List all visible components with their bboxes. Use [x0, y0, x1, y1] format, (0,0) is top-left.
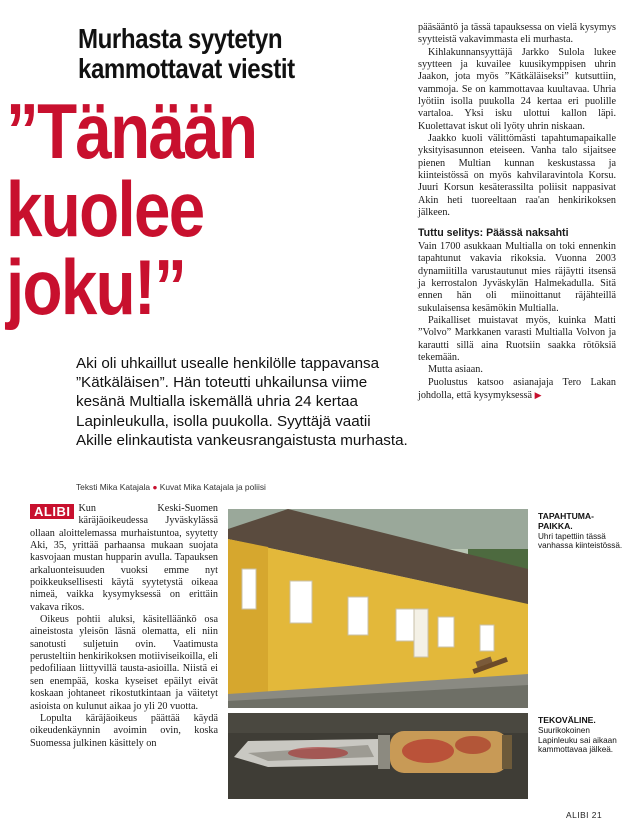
- left-column: [30, 503, 218, 750]
- subheading: Tuttu selitys: Päässä naksahti: [418, 226, 569, 239]
- house-caption: [538, 512, 624, 551]
- right-column: [418, 22, 616, 402]
- body-paragraph: pääsääntö ja tässä tapauksessa on vielä kysymys syytteistä vakavimmasta eli murhasta.: [418, 22, 616, 46]
- continued-text: Puolustus katsoo asianajaja Tero Lakan johdolla, että kysymyksessä: [418, 376, 616, 401]
- knife-caption: [538, 716, 624, 755]
- house-photo: [228, 509, 528, 708]
- page-footer: ALIBI 21: [566, 810, 603, 820]
- knife-caption-title: TEKOVÄLINE.: [538, 715, 596, 725]
- kicker: [78, 24, 336, 84]
- headline-line-1: ”Tänään: [6, 87, 257, 175]
- body-paragraph: Mutta asiaan.: [428, 364, 483, 376]
- house-caption-title: TAPAHTUMA-PAIKKA.: [538, 511, 595, 531]
- kicker-line-2: kammottavat viestit: [78, 53, 295, 84]
- lead-paragraph: Aki oli uhkaillut usealle henkilölle tappavansa ”Kätkäläisen”. Hän toteutti uhkailunsa viime kesänä Multialla iskemällä uhria 24 kertaa Lapinleukulla, isolla puukolla. Syyttäjä vaatii Akille elinkautista vankeusrangaistusta murhasta.: [76, 355, 408, 449]
- knife-caption-text: Suurikokoinen Lapinleuku sai aikaan kammottavaa jälkeä.: [538, 725, 617, 755]
- body-paragraph: Jaakko kuoli välittömästi tapahtumapaikalle yksityisasunnon eteiseen. Vanha talo sijaitsee pienen Multian kunnan keskustassa ja kiinteistössä on myös kahvilaravintola Korsu. Juuri Korsun kesäterassilta poliisit nappasivat Akin heti tuoreeltaan raa'an henkirikoksen jälkeen.: [418, 133, 616, 219]
- headline: [6, 87, 376, 331]
- continue-arrow-icon: ▶: [534, 389, 542, 400]
- kicker-line-1: Murhasta syytetyn: [78, 23, 283, 54]
- house-illustration: [228, 509, 528, 708]
- body-paragraph: [418, 377, 616, 403]
- body-paragraph: Lopulta käräjäoikeus päättää käydä oikeudenkäynnin avoimin ovin, koska Suomessa julkinen käsittely on: [30, 712, 218, 749]
- body-paragraph: Kihlakunnansyyttäjä Jarkko Sulola lukee syytteen ja kuvailee kuusikymppisen uhrin Jaakon, jota myös ”Kätkäläiseksi” kutsuttiin, vammoja. Se on kammottavaa kuultavaa. Uhria lyötiin isolla puukolla 24 kertaa eri puolille vartaloa. Yksi isku ulottui kallon läpi. Kuolettavat iskut oli lyöty uhrin niskaan.: [418, 46, 616, 132]
- byline: [76, 482, 406, 492]
- alibi-logo: ALIBI: [30, 504, 74, 519]
- byline-dot-icon: ●: [152, 482, 158, 492]
- body-paragraph: Oikeus pohtii aluksi, käsitelläänkö osa aineistosta yleisön läsnä olematta, eli niin sanotusti suljetuin ovin. Vaatimusta perusteltiin henkirikoksen motiiviseikoilla, eli pedofiliaan liittyvillä tausta-asioilla. Niistä ei sen enempää, koska kyseiset epäilyt eivät koskaan johtaneet rikostutkintaan ja väitetyt asioista on kulunut aikaa jo yli 20 vuotta.: [30, 614, 218, 712]
- body-paragraph: [30, 503, 218, 614]
- first-paragraph-text: Kun Keski-Suomen käräjäoikeudessa Jyväskylässä ollaan aloittelemassa murhaistuntoa, syytetty Aki, 35, yrittää parhaansa mukaan suojata kasvojaan mustan hupparin avulla. Tapauksen arkaluonteisuuden vuoksi emme nyt poikkeuksellisesti käytä syytetystä oikeaa nimeä, vaikka kysymyksessä on erittäin vakava rikos.: [30, 503, 218, 613]
- house-caption-text: Uhri tapettiin tässä vanhassa kiinteistössä.: [538, 531, 623, 551]
- headline-line-2: kuolee: [6, 165, 204, 253]
- headline-line-3: joku!”: [6, 243, 186, 331]
- byline-photos: Kuvat Mika Katajala ja poliisi: [159, 482, 266, 492]
- body-paragraph: Vain 1700 asukkaan Multialla on toki ennenkin tapahtunut vakavia rikoksia. Vuonna 2003 dynamiitilla varustautunut mies räjäytti itsensä ja kerrostalon Jyväskylän Halmekadulla. Sitä ennen hän oli miinoittanut räjähteillä sukulaisensa kesämökin Multialla.: [418, 240, 616, 314]
- knife-photo: [228, 713, 528, 799]
- byline-text: Teksti Mika Katajala: [76, 482, 151, 492]
- body-paragraph: Paikalliset muistavat myös, kuinka Matti ”Volvo” Markkanen varasti Multialla Volvon ja karautti sillä aina Ruotsiin saakka rötöksiä tekemään.: [418, 314, 616, 363]
- knife-illustration: [228, 713, 528, 799]
